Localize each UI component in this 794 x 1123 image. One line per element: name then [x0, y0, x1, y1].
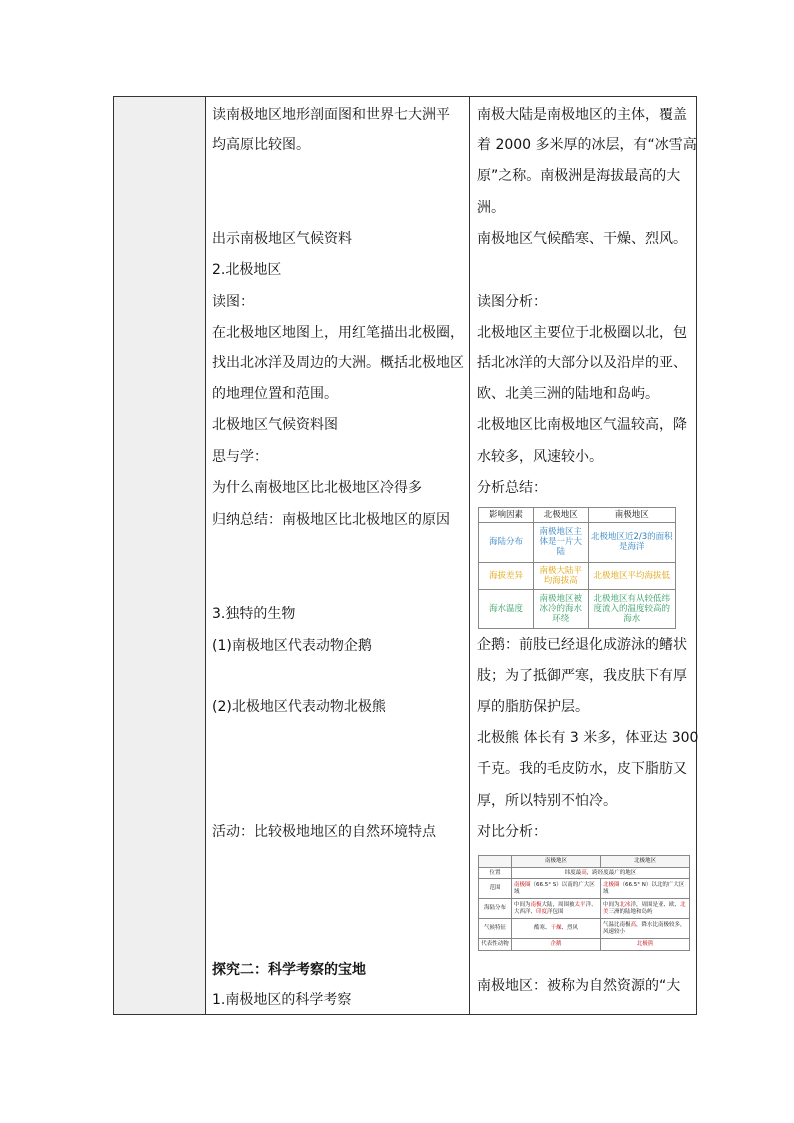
table-row	[479, 919, 690, 939]
text-line: 找出北冰洋及周边的大洲。概括北极地区	[212, 355, 464, 371]
text-line: 读图：	[212, 294, 254, 310]
table-header	[479, 856, 512, 868]
text-line: 北极熊 体长有 3 米多，体亚达 300	[477, 730, 699, 746]
table-cell: 海水温度	[479, 589, 534, 628]
table-header: 影响因素	[479, 508, 534, 523]
cell-text: 洋，周围是亚、欧、	[630, 901, 681, 908]
fill-answer: 高	[581, 869, 587, 876]
fill-answer: 企鹅	[512, 939, 601, 951]
text-line: 在北极地区地图上，用红笔描出北极圈，	[212, 325, 464, 341]
fill-answer: 南极圈	[514, 881, 531, 888]
compare-table	[478, 855, 690, 951]
text-line: 为什么南极地区比北极地区冷得多	[212, 480, 422, 496]
table-row	[479, 508, 676, 523]
text-line: 对比分析：	[477, 824, 547, 840]
table-cell: 北极地区有从较低纬度流入的温度较高的海水	[588, 589, 675, 628]
table-cell	[512, 867, 690, 879]
text-line: 着 2000 多米厚的冰层，有“冰雪高	[477, 137, 697, 153]
table-cell	[512, 919, 601, 939]
fill-answer: 南极	[530, 901, 542, 908]
table-cell	[601, 899, 690, 919]
table-row	[479, 867, 690, 879]
table-row	[479, 562, 676, 589]
summary-table	[478, 507, 676, 629]
cell-text: 洋包围	[547, 908, 564, 915]
table-cell	[601, 879, 690, 899]
cell-text: ，跨经度最广的地区	[586, 869, 637, 876]
text-line: (1)南极地区代表动物企鹅	[212, 638, 372, 654]
text-line: (2)北极地区代表动物北极熊	[212, 699, 386, 715]
cell-text: 三洲的陆地和岛屿	[608, 908, 653, 915]
row-label: 代表性动物	[479, 939, 512, 951]
cell-text: ，降水比南极较多，风速较小	[603, 921, 686, 935]
fill-answer: 北冰	[619, 901, 631, 908]
table-header: 北极地区	[534, 508, 589, 523]
text-line: 读南极地区地形剖面图和世界七大洲平	[212, 107, 450, 123]
text-line: 2.北极地区	[212, 262, 282, 278]
section-heading: 探究二：科学考察的宝地	[212, 962, 366, 978]
table-row	[479, 939, 690, 951]
table-row	[479, 523, 676, 562]
table-cell: 海陆分布	[479, 523, 534, 562]
cell-text: （66.5° S）以南的广大区域	[514, 881, 595, 895]
table-header: 南极地区	[588, 508, 675, 523]
text-line: 洲。	[477, 200, 505, 216]
text-line: 北极地区比南极地区气温较高，降	[477, 417, 687, 433]
table-cell: 海拔差异	[479, 562, 534, 589]
cell-text: 纬度最	[564, 869, 582, 876]
cell-text: 酷寒、	[533, 925, 551, 932]
text-line: 括北冰洋的大部分以及沿岸的亚、	[477, 355, 687, 371]
table-cell: 南极地区被冰冷的海水环绕	[534, 589, 589, 628]
row-label: 位置	[479, 867, 512, 879]
text-line: 1.南极地区的科学考察	[212, 992, 352, 1008]
text-line: 厚，所以特别不怕冷。	[477, 793, 617, 809]
row-label: 范围	[479, 879, 512, 899]
table-cell: 北极地区平均海拔低	[588, 562, 675, 589]
table-header: 北极地区	[601, 856, 690, 868]
table-row	[479, 589, 676, 628]
table-cell	[601, 919, 690, 939]
cell-text: 中间为	[603, 901, 620, 908]
text-line: 原”之称。南极洲是海拔最高的大	[477, 168, 681, 184]
text-line: 分析总结：	[477, 480, 547, 496]
text-line: 活动：比较极地地区的自然环境特点	[212, 824, 436, 840]
text-line: 3.独特的生物	[212, 606, 296, 622]
text-line: 北极地区主要位于北极圈以北，包	[477, 325, 687, 341]
fill-answer: 干燥	[550, 925, 562, 932]
table-cell	[512, 899, 601, 919]
fill-answer: 印度	[536, 908, 548, 915]
text-line: 出示南极地区气候资料	[212, 231, 352, 247]
table-header: 南极地区	[512, 856, 601, 868]
row-label: 气候特征	[479, 919, 512, 939]
text-line: 南极大陆是南极地区的主体，覆盖	[477, 107, 687, 123]
text-line: 均高原比较图。	[212, 137, 310, 153]
fill-answer: 北美	[603, 901, 686, 915]
fill-answer: 北极圈	[603, 881, 620, 888]
cell-text: 气温比南极	[603, 921, 631, 928]
table-row	[479, 879, 690, 899]
table-row	[479, 899, 690, 919]
cell-text: （66.5° N）以北的广大区域	[603, 881, 685, 895]
fill-answer: 太平	[574, 901, 586, 908]
text-line: 归纳总结：南极地区比北极地区的原因	[212, 512, 450, 528]
text-line: 企鹅：前肢已经退化成游泳的鳍状	[477, 637, 687, 653]
cell-text: 大陆，周围被	[541, 901, 575, 908]
table-cell	[512, 879, 601, 899]
table-cell: 北极地区近2/3的面积是海洋	[588, 523, 675, 562]
text-line: 南极地区气候酷寒、干燥、烈风。	[477, 231, 687, 247]
lesson-table	[113, 96, 697, 1015]
text-line: 肢；为了抵御严寒，我皮肤下有厚	[477, 668, 687, 684]
row-label: 海陆分布	[479, 899, 512, 919]
student-activity-column	[470, 97, 699, 1014]
text-line: 读图分析：	[477, 294, 547, 310]
text-line: 的地理位置和范围。	[212, 386, 338, 402]
text-line: 厚的脂肪保护层。	[477, 699, 589, 715]
text-line: 思与学：	[212, 449, 268, 465]
text-line: 千克。我的毛皮防水，皮下脂肪又	[477, 761, 687, 777]
table-cell: 南极地区主体是一片大陆	[534, 523, 589, 562]
fill-answer: 高	[630, 921, 637, 928]
table-row	[479, 856, 690, 868]
teacher-activity-column	[206, 97, 470, 1014]
text-line: 欧、北美三洲的陆地和岛屿。	[477, 386, 659, 402]
cell-text: 中间为	[514, 901, 531, 908]
text-line: 北极地区气候资料图	[212, 417, 338, 433]
fill-answer: 北极熊	[601, 939, 690, 951]
cell-text: 洋、大西洋、	[514, 901, 597, 915]
text-line: 水较多，风速较小。	[477, 449, 603, 465]
section-column	[114, 97, 206, 1014]
cell-text: 、烈风	[561, 925, 579, 932]
text-line: 南极地区：被称为自然资源的“大	[477, 978, 681, 994]
table-cell: 南极大陆平均海拔高	[534, 562, 589, 589]
